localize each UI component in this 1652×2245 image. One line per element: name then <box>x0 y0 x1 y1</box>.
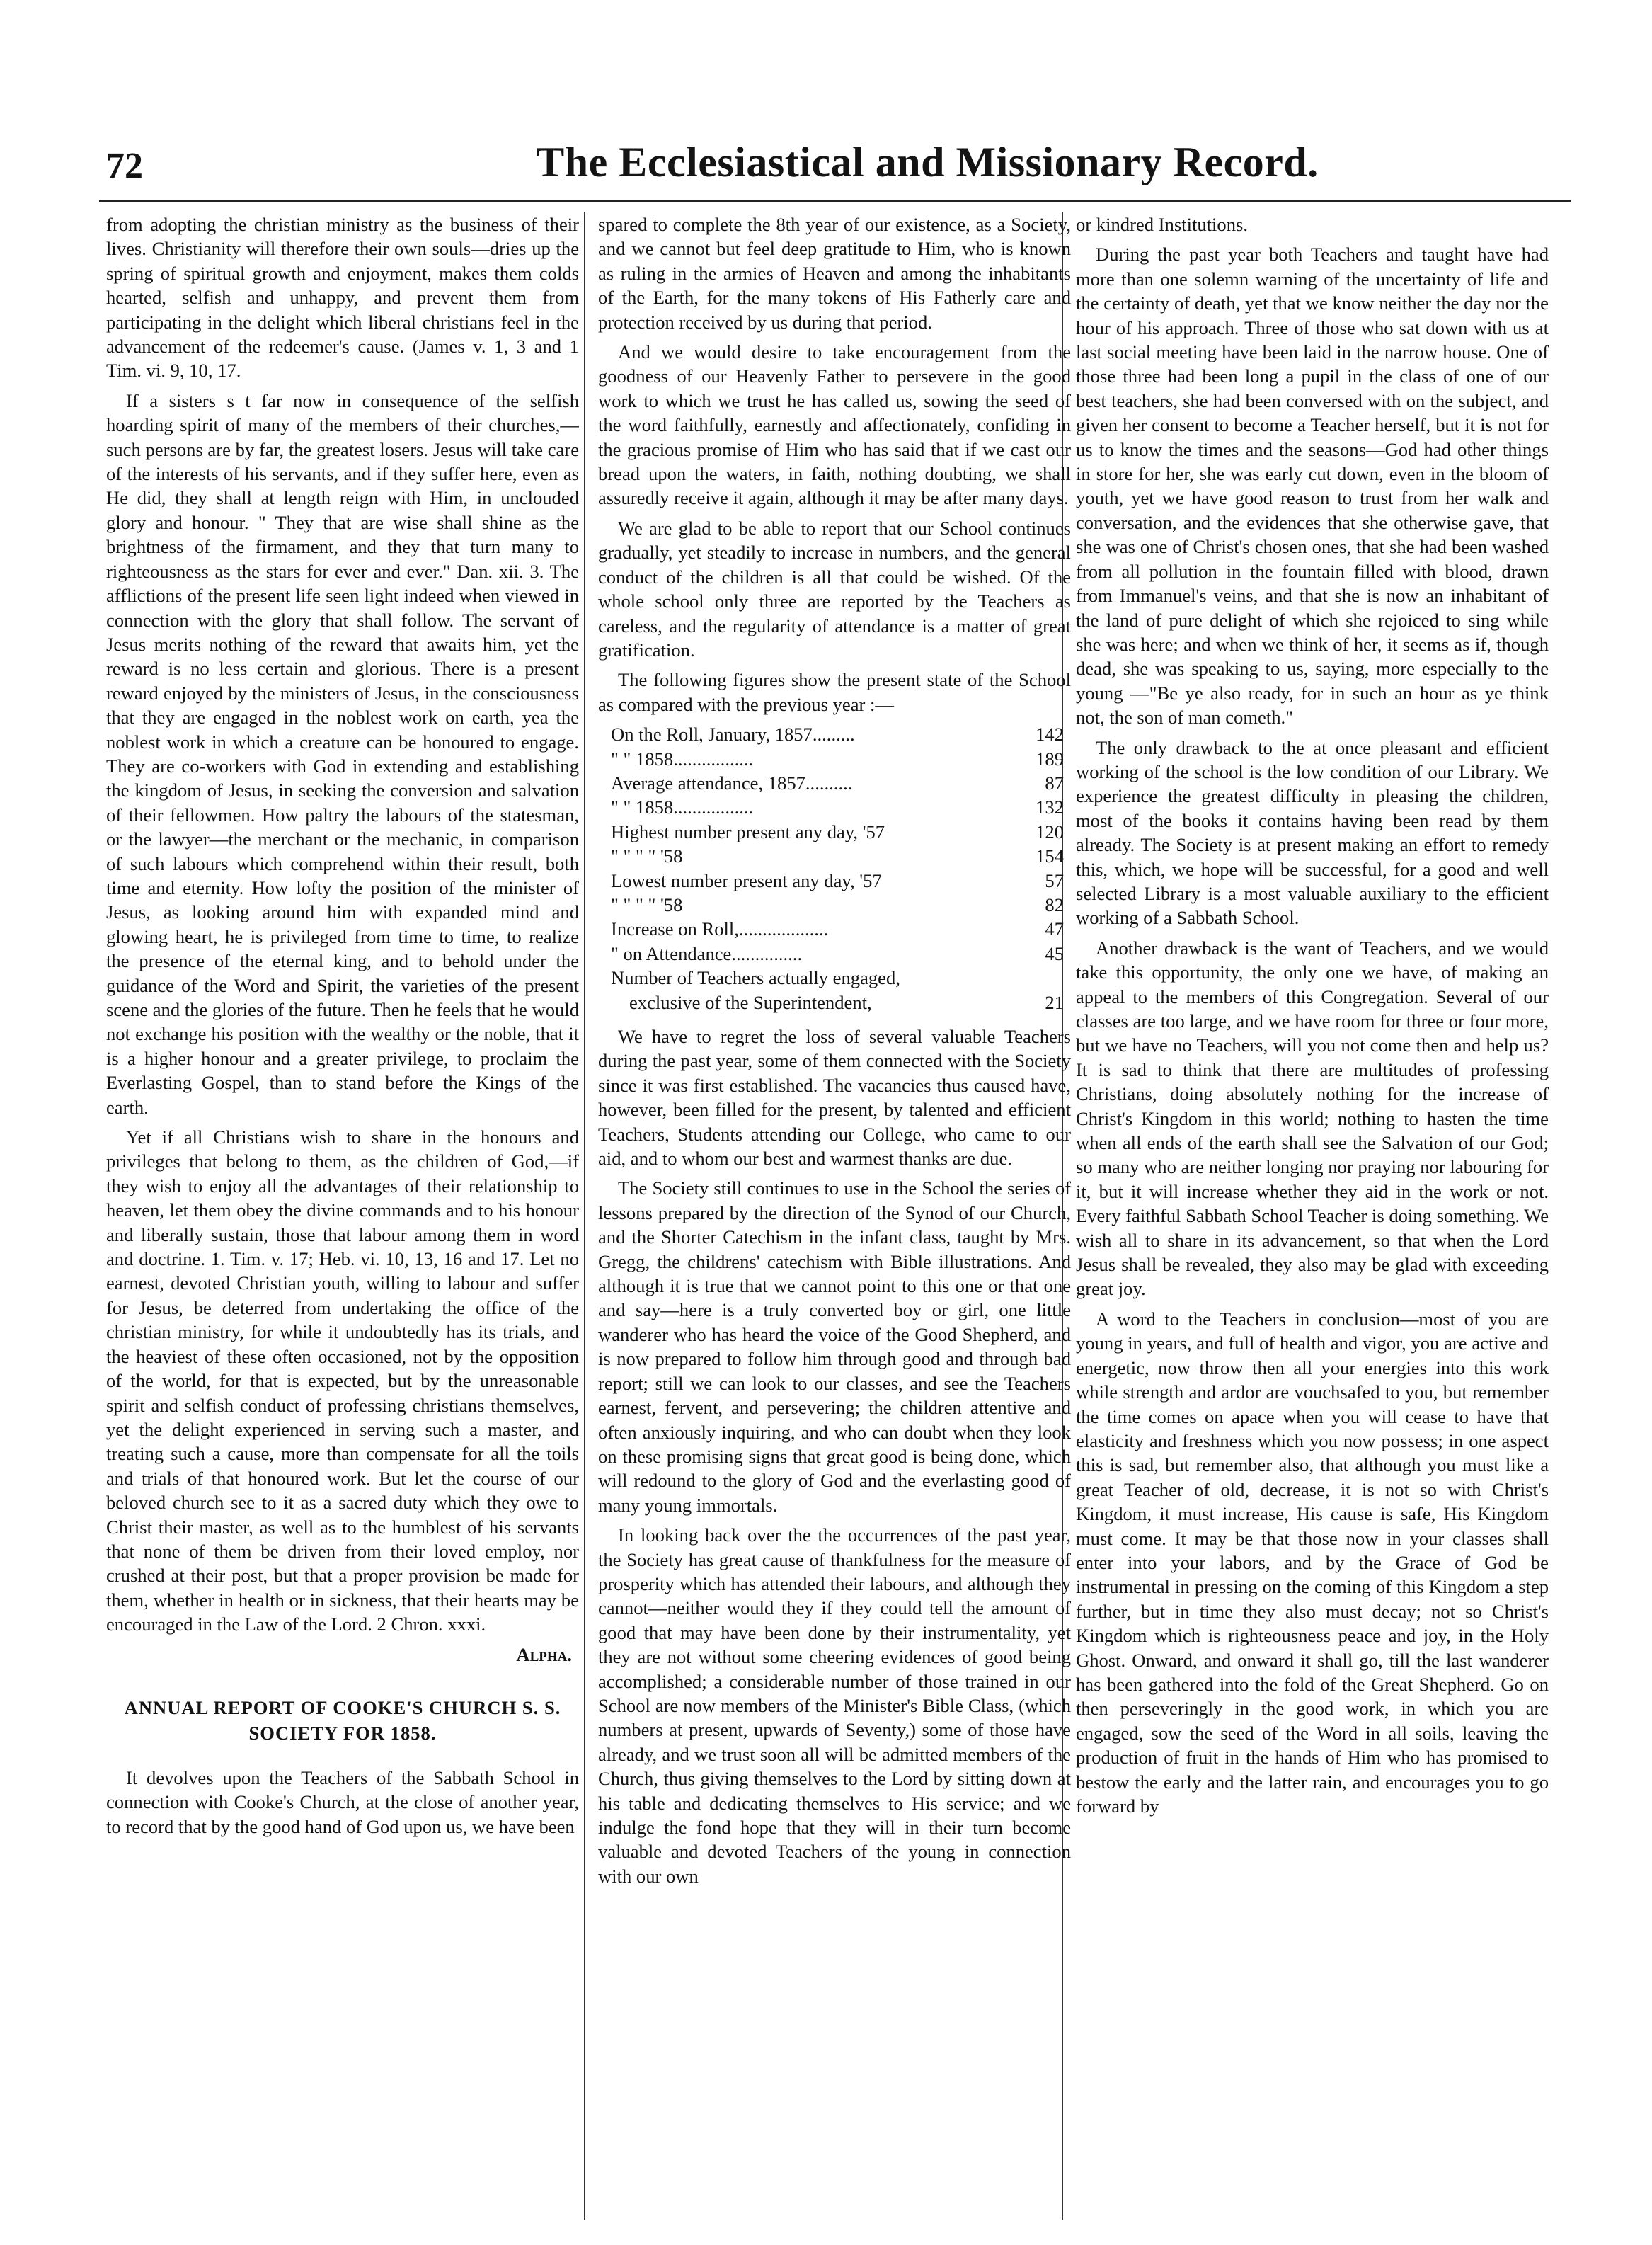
annual-report-title: ANNUAL REPORT OF COOKE'S CHURCH S. S. SOCIETY FOR 1858. <box>124 1696 561 1744</box>
col2-paragraph-5: We have to regret the loss of several valuable Teachers during the past year, some of them connected with the Society since it was first established. The vacancies thus caused have, however, been filled for the present, by talented and efficient Teachers, Students attending our College, who came to our aid, and to whom our best and warmest thanks are due. <box>598 1026 1071 1170</box>
col1-paragraph-2: If a sisters s t far now in consequence of the selfish hoarding spirit of many of the members of their churches,—such persons are by far, the greatest losers. Jesus will take care of the interests of his servants, and if they suffer here, even as He did, they shall at length reign with Him, in unclouded glory and honour. " They that are wise shall shine as the brightness of the firmament, and they that turn many to righteousness as the stars for ever and ever." Dan. xii. 3. The afflictions of the present life seen light indeed when viewed in connection with the glory that shall follow. The servant of Jesus merits nothing of the reward that awaits him, yet the reward is no less certain and glorious. There is a present reward enjoyed by the ministers of Jesus, in the consciousness that they are engaged in the noblest work on earth, yea the noblest work in which a creature can be honoured to engage. They are co-workers with God in extending and establishing the kingdom of Jesus, in seeking the conversion and salvation of their fellowmen. How paltry the labours of the statesman, or the lawyer—the merchant or the mechanic, in comparison of such labours which comprehend within their result, both time and eternity. How lofty the position of the minister of Jesus, as looking around him with expanded mind and glowing heart, he is privileged from time to time, to realize the presence of the eternal king, and to behold under the guidance of the Word and Spirit, the varieties of the present scene and the glories of the future. Then he feels that he would not exchange his position with the wealthy or the noble, that it is a higher honour and a greater privilege, to proclaim the Everlasting Gospel, than to stand before the Kings of the earth. <box>106 389 579 1118</box>
header-rule <box>99 200 1571 202</box>
stat-label: " " " " '58 <box>611 845 683 867</box>
col1-paragraph-3: Yet if all Christians wish to share in the honours and privileges that belong to them, as the children of God,—if they wish to enjoy all the advantages of their relationship to heaven, let them obey the divine commands and to his honour and liberally sustain, those that labour among them in word and doctrine. 1. Tim. v. 17; Heb. vi. 10, 13, 16 and 17. Let no earnest, devoted Christian youth, willing to labour and suffer for Jesus, be deterred from undertaking the office of the christian ministry, for while it undoubtedly has its trials, and the heaviest of these often occasioned, not by the opposition of the world, for that is expected, but by the unreasonable spirit and selfish conduct of professing christians themselves, yet the delight experienced in serving such a master, and treating such a cause, more than compensate for all the toils and trials of that honoured work. But let the course of our beloved church see to it as a sacred duty which they owe to Christ their master, as well as to the humblest of his servants that none of them be driven from their loved employ, nor crushed at their post, but that a proper provision be made for them, whether in health or in sickness, that their hearts may be encouraged in the Law of the Lord. 2 Chron. xxxi. <box>106 1126 579 1635</box>
stat-label: Highest number present any day, '57 <box>611 821 885 842</box>
stat-value: 120 <box>1036 821 1064 842</box>
stat-label: Average attendance, 1857.......... <box>611 772 853 794</box>
stat-row <box>611 917 1071 941</box>
col1-paragraph-1: from adopting the christian ministry as the business of their lives. Christianity will therefore their own souls—dries up the spring of spiritual growth and enjoyment, makes them colds hearted, selfish and unhappy, and prevent them from participating in the delight which liberal christians feel in the advancement of the redeemer's cause. (James v. 1, 3 and 1 Tim. vi. 9, 10, 17. <box>106 214 579 382</box>
col3-paragraph-5: A word to the Teachers in conclusion—most of you are young in years, and full of health and vigor, you are active and energetic, now throw then all your energies into this work while strength and ardor are vouchsafed to you, but remember the time comes on apace when you will cease to have that elasticity and freshness which you now possess; in one aspect this is sad, but remember also, that although you must like a great Teacher of old, decrease, it is not so with Christ's Kingdom, it must increase, His cause is safe, His Kingdom must come. It may be that those now in your classes shall enter into your labors, and by the Grace of God be instrumental in pressing on the coming of this Kingdom a step further, but in time they also must decay; not so Christ's Kingdom which is righteousness peace and joy, in the Holy Ghost. Onward, and onward it shall go, till the last wanderer has been gathered into the fold of the Great Shepherd. Go on then perseveringly in the good work, in which you are engaged, sow the seed of the Word in all soils, leaving the production of fruit in the hands of Him who has promised to bestow the early and the latter rain, and encourages you to go forward by <box>1076 1308 1549 1817</box>
stat-row <box>611 844 1071 868</box>
stat-row <box>611 771 1071 795</box>
column-1 <box>106 212 579 2223</box>
stat-value: 45 <box>1045 942 1064 964</box>
stat-value: 154 <box>1036 845 1064 867</box>
stat-label: " " 1858................. <box>611 796 754 818</box>
page-number: 72 <box>106 146 143 186</box>
stat-label: exclusive of the Superintendent, <box>629 991 872 1013</box>
col2-paragraph-1: spared to complete the 8th year of our existence, as a Society, and we cannot but feel deep gratitude to Him, who is known as ruling in the armies of Heaven and among the inhabitants of the Earth, for the many tokens of His Fatherly care and protection received by us during that period. <box>598 214 1071 333</box>
col2-paragraph-2: And we would desire to take encouragement from the goodness of our Heavenly Father to persevere in the good work to which we trust he has called us, sowing the seed of the word faithfully, earnestly and affectionately, confiding in the gracious promise of Him who has said that if we cast our bread upon the waters, in faith, nothing doubting, we shall assuredly receive it again, although it may be after many days. <box>598 341 1071 509</box>
col2-paragraph-3: We are glad to be able to report that our School continues gradually, yet steadily to increase in numbers, and the general conduct of the children is all that could be wished. Of the whole school only three are reported by the Teachers as careless, and the regularity of attendance is a matter of great gratification. <box>598 517 1071 661</box>
stat-value: 57 <box>1045 869 1064 891</box>
stat-value: 47 <box>1045 918 1064 940</box>
col2-paragraph-4: The following figures show the present state of the School as compared with the previous year :— <box>598 669 1071 715</box>
stat-label: Number of Teachers actually engaged, <box>611 967 900 989</box>
stat-row <box>611 747 1071 771</box>
column-3 <box>1076 212 1549 2223</box>
stat-value: 142 <box>1036 724 1064 746</box>
column-rule-left <box>584 212 585 2220</box>
col1-paragraph-4: It devolves upon the Teachers of the Sabbath School in connection with Cooke's Church, at the close of another year, to record that by the good hand of God upon us, we have been <box>106 1766 579 1837</box>
stat-row-teachers-sub <box>611 990 1071 1015</box>
stat-row <box>611 893 1071 917</box>
school-statistics <box>598 722 1071 1015</box>
running-head-title: The Ecclesiastical and Missionary Record. <box>536 139 1319 185</box>
col3-paragraph-3: The only drawback to the at once pleasant and efficient working of the school is the low condition of our Library. We experience the greatest difficulty in pleasing the children, most of the books it contains having been read by them already. The Society is at present making an effort to remedy this, which, we hope will be successful, for a good and well selected Library is a most valuable auxiliary to the efficient working of a Sabbath School. <box>1076 736 1549 929</box>
stat-value: 21 <box>1045 991 1064 1013</box>
col2-paragraph-7: In looking back over the the occurrences of the past year, the Society has great cause of thankfulness for the measure of prosperity which has attended their labours, and although they cannot—neither would they if they could tell the amount of good that may have been done by their instrumentality, yet they are not without some cheering evidences of good being accomplished; a considerable number of those trained in our School are now members of the Minister's Bible Class, (which numbers at present, upwards of Seventy,) some of those have already, and we trust soon all will be admitted members of the Church, thus giving themselves to the Lord by sitting down at his table and dedicating themselves to His service; and we indulge the fond hope that they will in their turn become valuable and devoted Teachers of the young in connection with our own <box>598 1524 1071 1887</box>
stat-value: 82 <box>1045 893 1064 915</box>
stat-label: " on Attendance............... <box>611 942 803 964</box>
stat-row <box>611 869 1071 893</box>
col3-paragraph-1: or kindred Institutions. <box>1076 214 1249 235</box>
stat-label: " " " " '58 <box>611 893 683 915</box>
col3-paragraph-2: During the past year both Teachers and taught have had more than one solemn warning of the uncertainty of life and the certainty of death, yet that we know neither the day nor the hour of his approach. Three of those who sat down with us at last social meeting have been laid in the narrow house. One of those three had been long a pupil in the class of one of our best teachers, she had been conversed with on the subject, and given her consent to become a Teacher herself, but it is not for us to know the times and the seasons—God had other things in store for her, she was early cut down, even in the bloom of youth, yet we have good reason to trust from her walk and conversation, and the evidences that she otherwise gave, that she was one of Christ's chosen ones, that she had been washed from all pollution in the fountain filled with blood, drawn from Immanuel's veins, and that she is now an inhabitant of the land of pure delight of which she rejoiced to sing while she was here; and when we think of her, it seems as if, though dead, she was speaking to us, saying, more especially to the young —"Be ye also ready, for in such an hour as ye think not, the son of man cometh." <box>1076 244 1549 729</box>
stat-row <box>611 795 1071 819</box>
col3-paragraph-4: Another drawback is the want of Teachers, and we would take this opportunity, the only one we have, of making an appeal to the members of this Congregation. Several of our classes are too large, and we have room for three or four more, but we have no Teachers, will you not come then and help us? It is sad to think that there are multitudes of professing Christians, doing absolutely nothing for the increase of Christ's Kingdom in this world; nothing to hasten the time when all ends of the earth shall see the Salvation of our God; so many who are neither longing nor praying nor labouring for it, but it will increase whether they aid in the work or not. Every faithful Sabbath School Teacher is doing something. We wish all to share in its advancement, so that when the Lord Jesus shall be revealed, they also may be glad with exceeding great joy. <box>1076 937 1549 1300</box>
column-2 <box>598 212 1071 2223</box>
stat-row <box>611 942 1071 966</box>
stat-label: " " 1858................. <box>611 748 754 770</box>
stat-label: Increase on Roll,................... <box>611 918 829 940</box>
stat-label: On the Roll, January, 1857......... <box>611 724 855 746</box>
col2-paragraph-6: The Society still continues to use in the School the series of lessons prepared by the direction of the Synod of our Church, and the Shorter Catechism in the infant class, taught by Mrs. Gregg, the childrens' catechism with Bible illustrations. And although it is true that we cannot point to this one or that one and say—here is a truly converted boy or girl, one little wanderer who has heard the voice of the Good Shepherd, and is now prepared to follow him through good and through bad report; still we can look to our classes, and see the Teachers earnest, fervent, and persevering; the children attentive and often anxiously inquiring, and who can doubt when they look on these promising signs that great good is being done, which will redound to the glory of God and the everlasting good of many young immortals. <box>598 1177 1071 1516</box>
stat-value: 132 <box>1036 796 1064 818</box>
signature-alpha: Alpha. <box>516 1643 572 1665</box>
stat-value: 87 <box>1045 772 1064 794</box>
stat-row-teachers <box>611 966 1071 990</box>
stat-row <box>611 820 1071 844</box>
stat-value: 189 <box>1036 748 1064 770</box>
stat-label: Lowest number present any day, '57 <box>611 869 882 891</box>
stat-row <box>611 722 1071 746</box>
